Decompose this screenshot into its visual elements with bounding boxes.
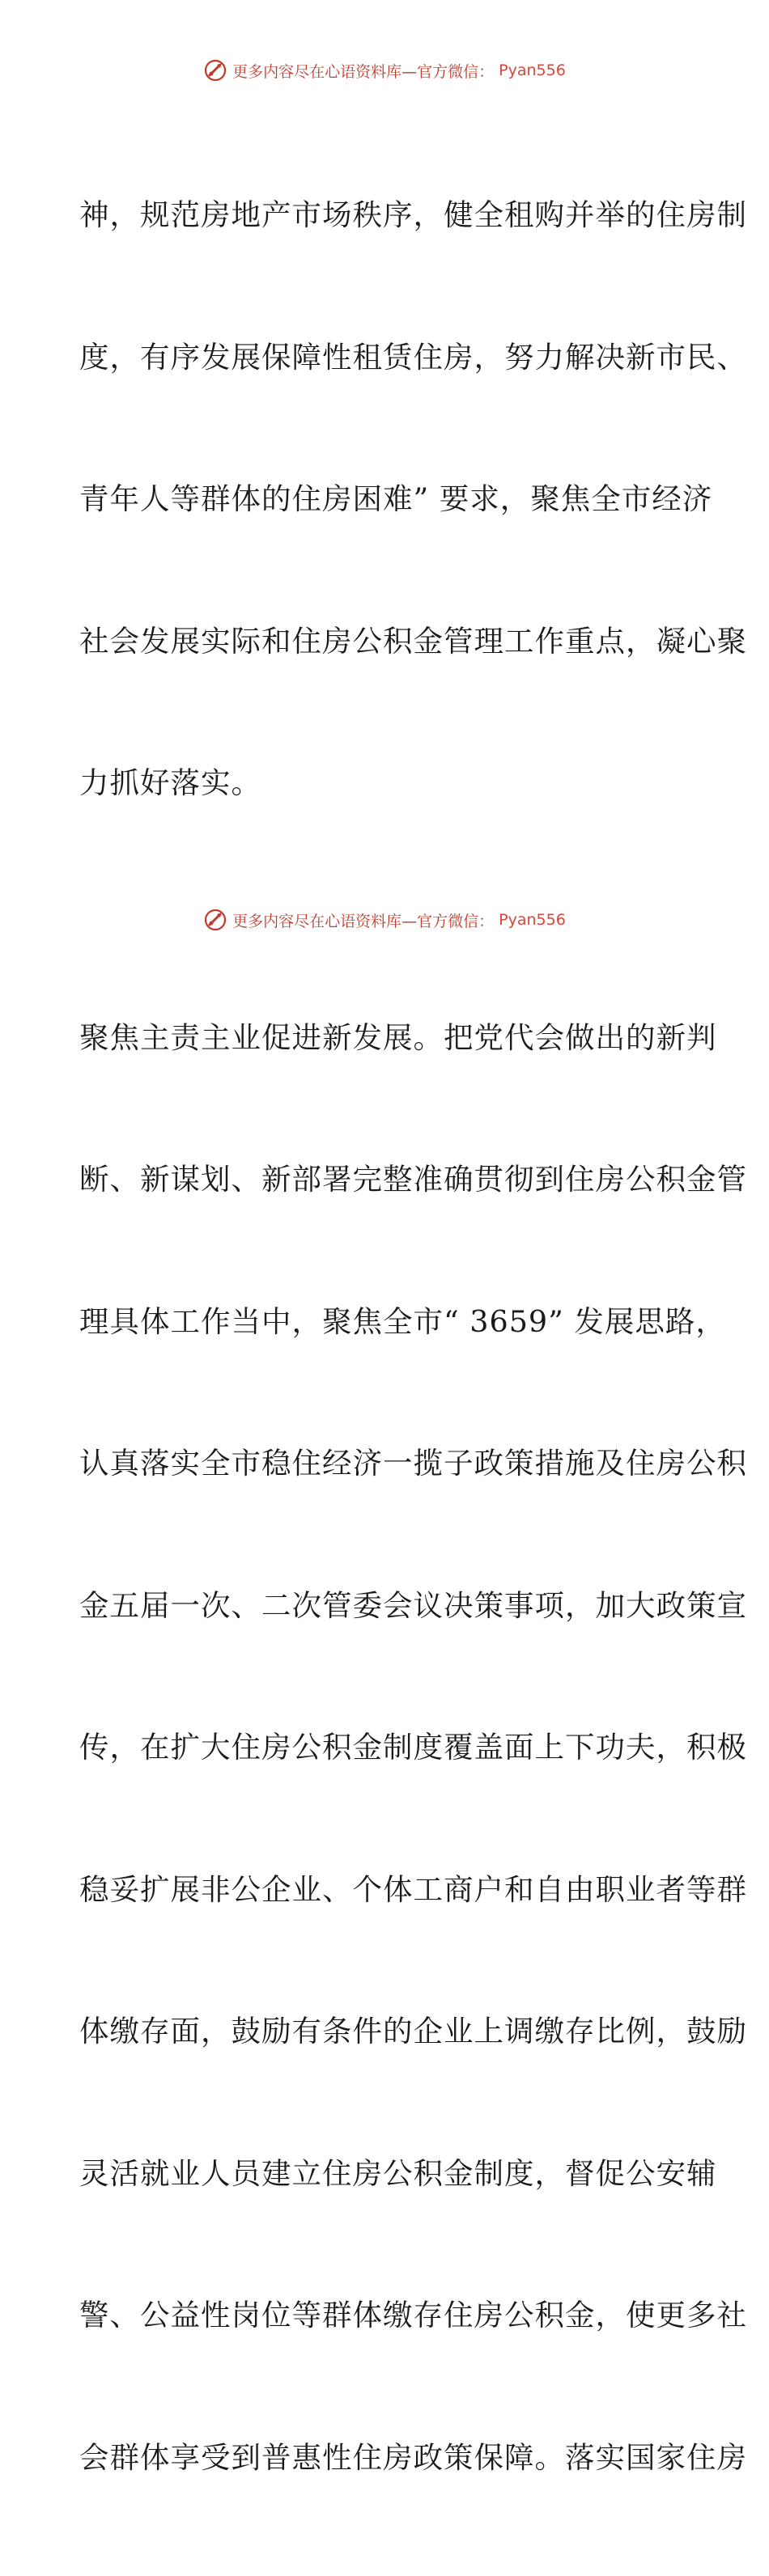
brush-logo-icon <box>203 58 227 83</box>
text-line: 灵活就业人员建立住房公积金制度，督促公安辅 <box>79 2150 690 2198</box>
text-line: 警、公益性岗位等群体缴存住房公积金，使更多社 <box>79 2292 690 2340</box>
text-line: 度，有序发展保障性租赁住房，努力解决新市民、 <box>79 334 690 382</box>
document-body <box>79 97 690 2576</box>
text-line: 聚焦主责主业促进新发展。把党代会做出的新判 <box>79 1015 690 1062</box>
watermark-contact: Pyan556 <box>499 911 566 929</box>
paragraph-2 <box>79 920 690 2576</box>
watermark-text: 更多内容尽在心语资料库—官方微信： <box>232 909 494 931</box>
header-watermark <box>0 58 769 83</box>
paragraph-1 <box>79 97 690 902</box>
brush-logo-icon <box>203 908 227 932</box>
text-line: 传，在扩大住房公积金制度覆盖面上下功夫，积极 <box>79 1724 690 1772</box>
text-line: 力抓好落实。 <box>79 760 690 807</box>
text-line: 社会发展实际和住房公积金管理工作重点，凝心聚 <box>79 618 690 666</box>
text-line: 金五届一次、二次管委会议决策事项，加大政策宣 <box>79 1582 690 1630</box>
text-line: 认真落实全市稳住经济一揽子政策措施及住房公积 <box>79 1440 690 1488</box>
text-line: 青年人等群体的住房困难” 要求，聚焦全市经济 <box>79 476 690 523</box>
footer-watermark <box>0 908 769 932</box>
text-line: 断、新谋划、新部署完整准确贯彻到住房公积金管 <box>79 1156 690 1204</box>
text-line: 体缴存面，鼓励有条件的企业上调缴存比例，鼓励 <box>79 2008 690 2056</box>
watermark-contact: Pyan556 <box>499 61 566 79</box>
text-line: 理具体工作当中，聚焦全市“ 3659” 发展思路， <box>79 1299 690 1346</box>
text-line: 会群体享受到普惠性住房政策保障。落实国家住房 <box>79 2434 690 2482</box>
watermark-text: 更多内容尽在心语资料库—官方微信： <box>232 60 494 82</box>
text-line: 稳妥扩展非公企业、个体工商户和自由职业者等群 <box>79 1866 690 1914</box>
text-line: 神，规范房地产市场秩序，健全租购并举的住房制 <box>79 192 690 239</box>
